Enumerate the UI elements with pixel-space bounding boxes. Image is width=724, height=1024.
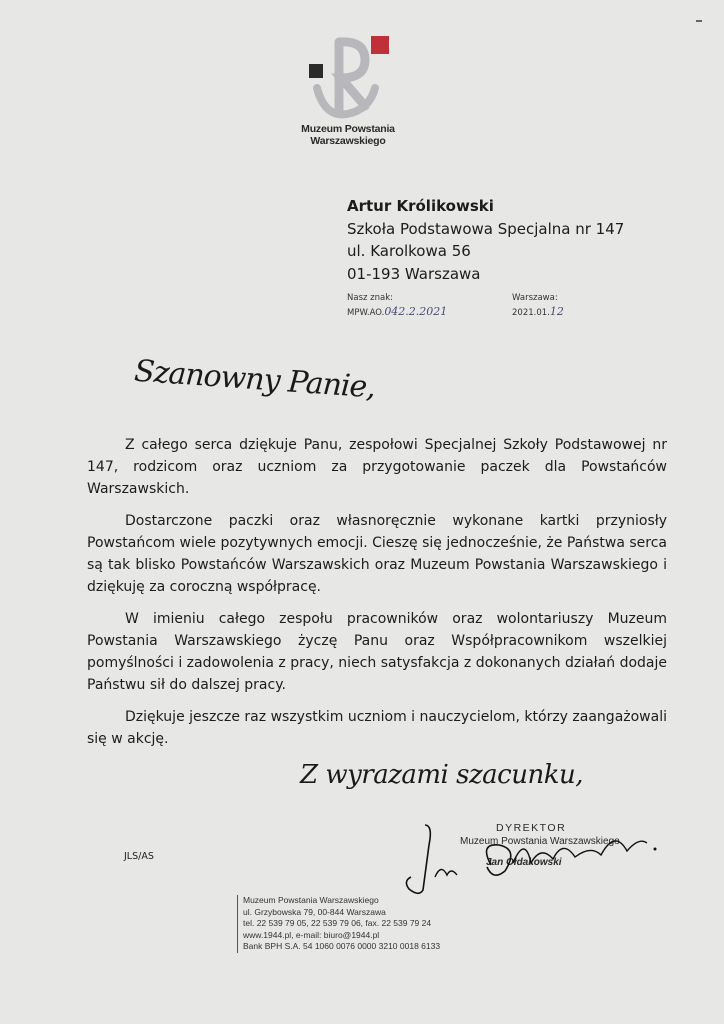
- signature-icon: [395, 815, 665, 900]
- director-org: Muzeum Powstania Warszawskiego: [460, 836, 620, 847]
- reference-date: [512, 292, 564, 320]
- director-name: Jan Ołdakowski: [486, 857, 562, 868]
- recipient-address: [347, 195, 624, 285]
- kotwica-anchor-logo-icon: [295, 30, 395, 122]
- closing-handwritten: Z wyrazami szacunku,: [300, 760, 583, 790]
- recipient-city: 01-193 Warszawa: [347, 264, 481, 283]
- body-paragraph: Z całego serca dziękuje Panu, zespołowi Specjalnej Szkoły Podstawowej nr 147, rodzicom oraz uczniom za przygotowanie paczek dla Powstańców Warszawskich.: [87, 437, 667, 497]
- body-paragraph: Dziękuje jeszcze raz wszystkim uczniom i nauczycielom, którzy zaangażowali się w akcję.: [87, 709, 667, 747]
- salutation-handwritten: Szanowny Panie,: [133, 353, 376, 406]
- initials: JLS/AS: [124, 851, 154, 862]
- logo-line1: Muzeum Powstania: [301, 123, 395, 135]
- logo-text: [288, 123, 408, 147]
- footer-contact: [237, 895, 440, 953]
- scan-mark: [696, 20, 702, 22]
- recipient-school: Szkoła Podstawowa Specjalna nr 147: [347, 219, 625, 238]
- date-handwritten: 12: [549, 305, 564, 318]
- recipient-name: Artur Królikowski: [347, 197, 494, 215]
- letter-body: [87, 434, 667, 760]
- reference-code-handwritten: 042.2.2021: [384, 305, 448, 318]
- footer-line: www.1944.pl, e-mail: biuro@1944.pl: [243, 929, 380, 940]
- body-paragraph: W imieniu całego zespołu pracowników oraz wolontariuszy Muzeum Powstania Warszawskiego życzę Panu oraz Współpracownikom wszelkiej pomyślności i zadowolenia z pracy, niech satysfakcja z dokonanych działań dodaje Państwu sił do dalszej pracy.: [87, 611, 667, 693]
- director-title: DYREKTOR: [496, 822, 567, 834]
- footer-line: tel. 22 539 79 05, 22 539 79 06, fax. 22 539 79 24: [243, 918, 432, 928]
- reference-label: Nasz znak:: [347, 293, 394, 303]
- reference-number: [347, 292, 447, 320]
- recipient-street: ul. Karolkowa 56: [347, 242, 471, 260]
- footer-line: Bank BPH S.A. 54 1060 0076 0000 3210 0018 6133: [243, 941, 441, 951]
- footer-line: Muzeum Powstania Warszawskiego: [243, 895, 379, 905]
- reference-code-prefix: MPW.AO.: [347, 308, 385, 318]
- body-paragraph: Dostarczone paczki oraz własnoręcznie wykonane kartki przyniosły Powstańcom wiele pozytywnych emocji. Cieszę się jednocześnie, że Państwa serca są tak blisko Powstańców Warszawskich oraz Muzeum Powstania Warszawskiego i dziękuję za coroczną współpracę.: [87, 513, 667, 595]
- logo-line2: Warszawskiego: [310, 135, 386, 147]
- date-label: Warszawa:: [512, 293, 558, 303]
- date-prefix: 2021.01.: [512, 308, 550, 318]
- footer-line: ul. Grzybowska 79, 00-844 Warszawa: [243, 906, 386, 917]
